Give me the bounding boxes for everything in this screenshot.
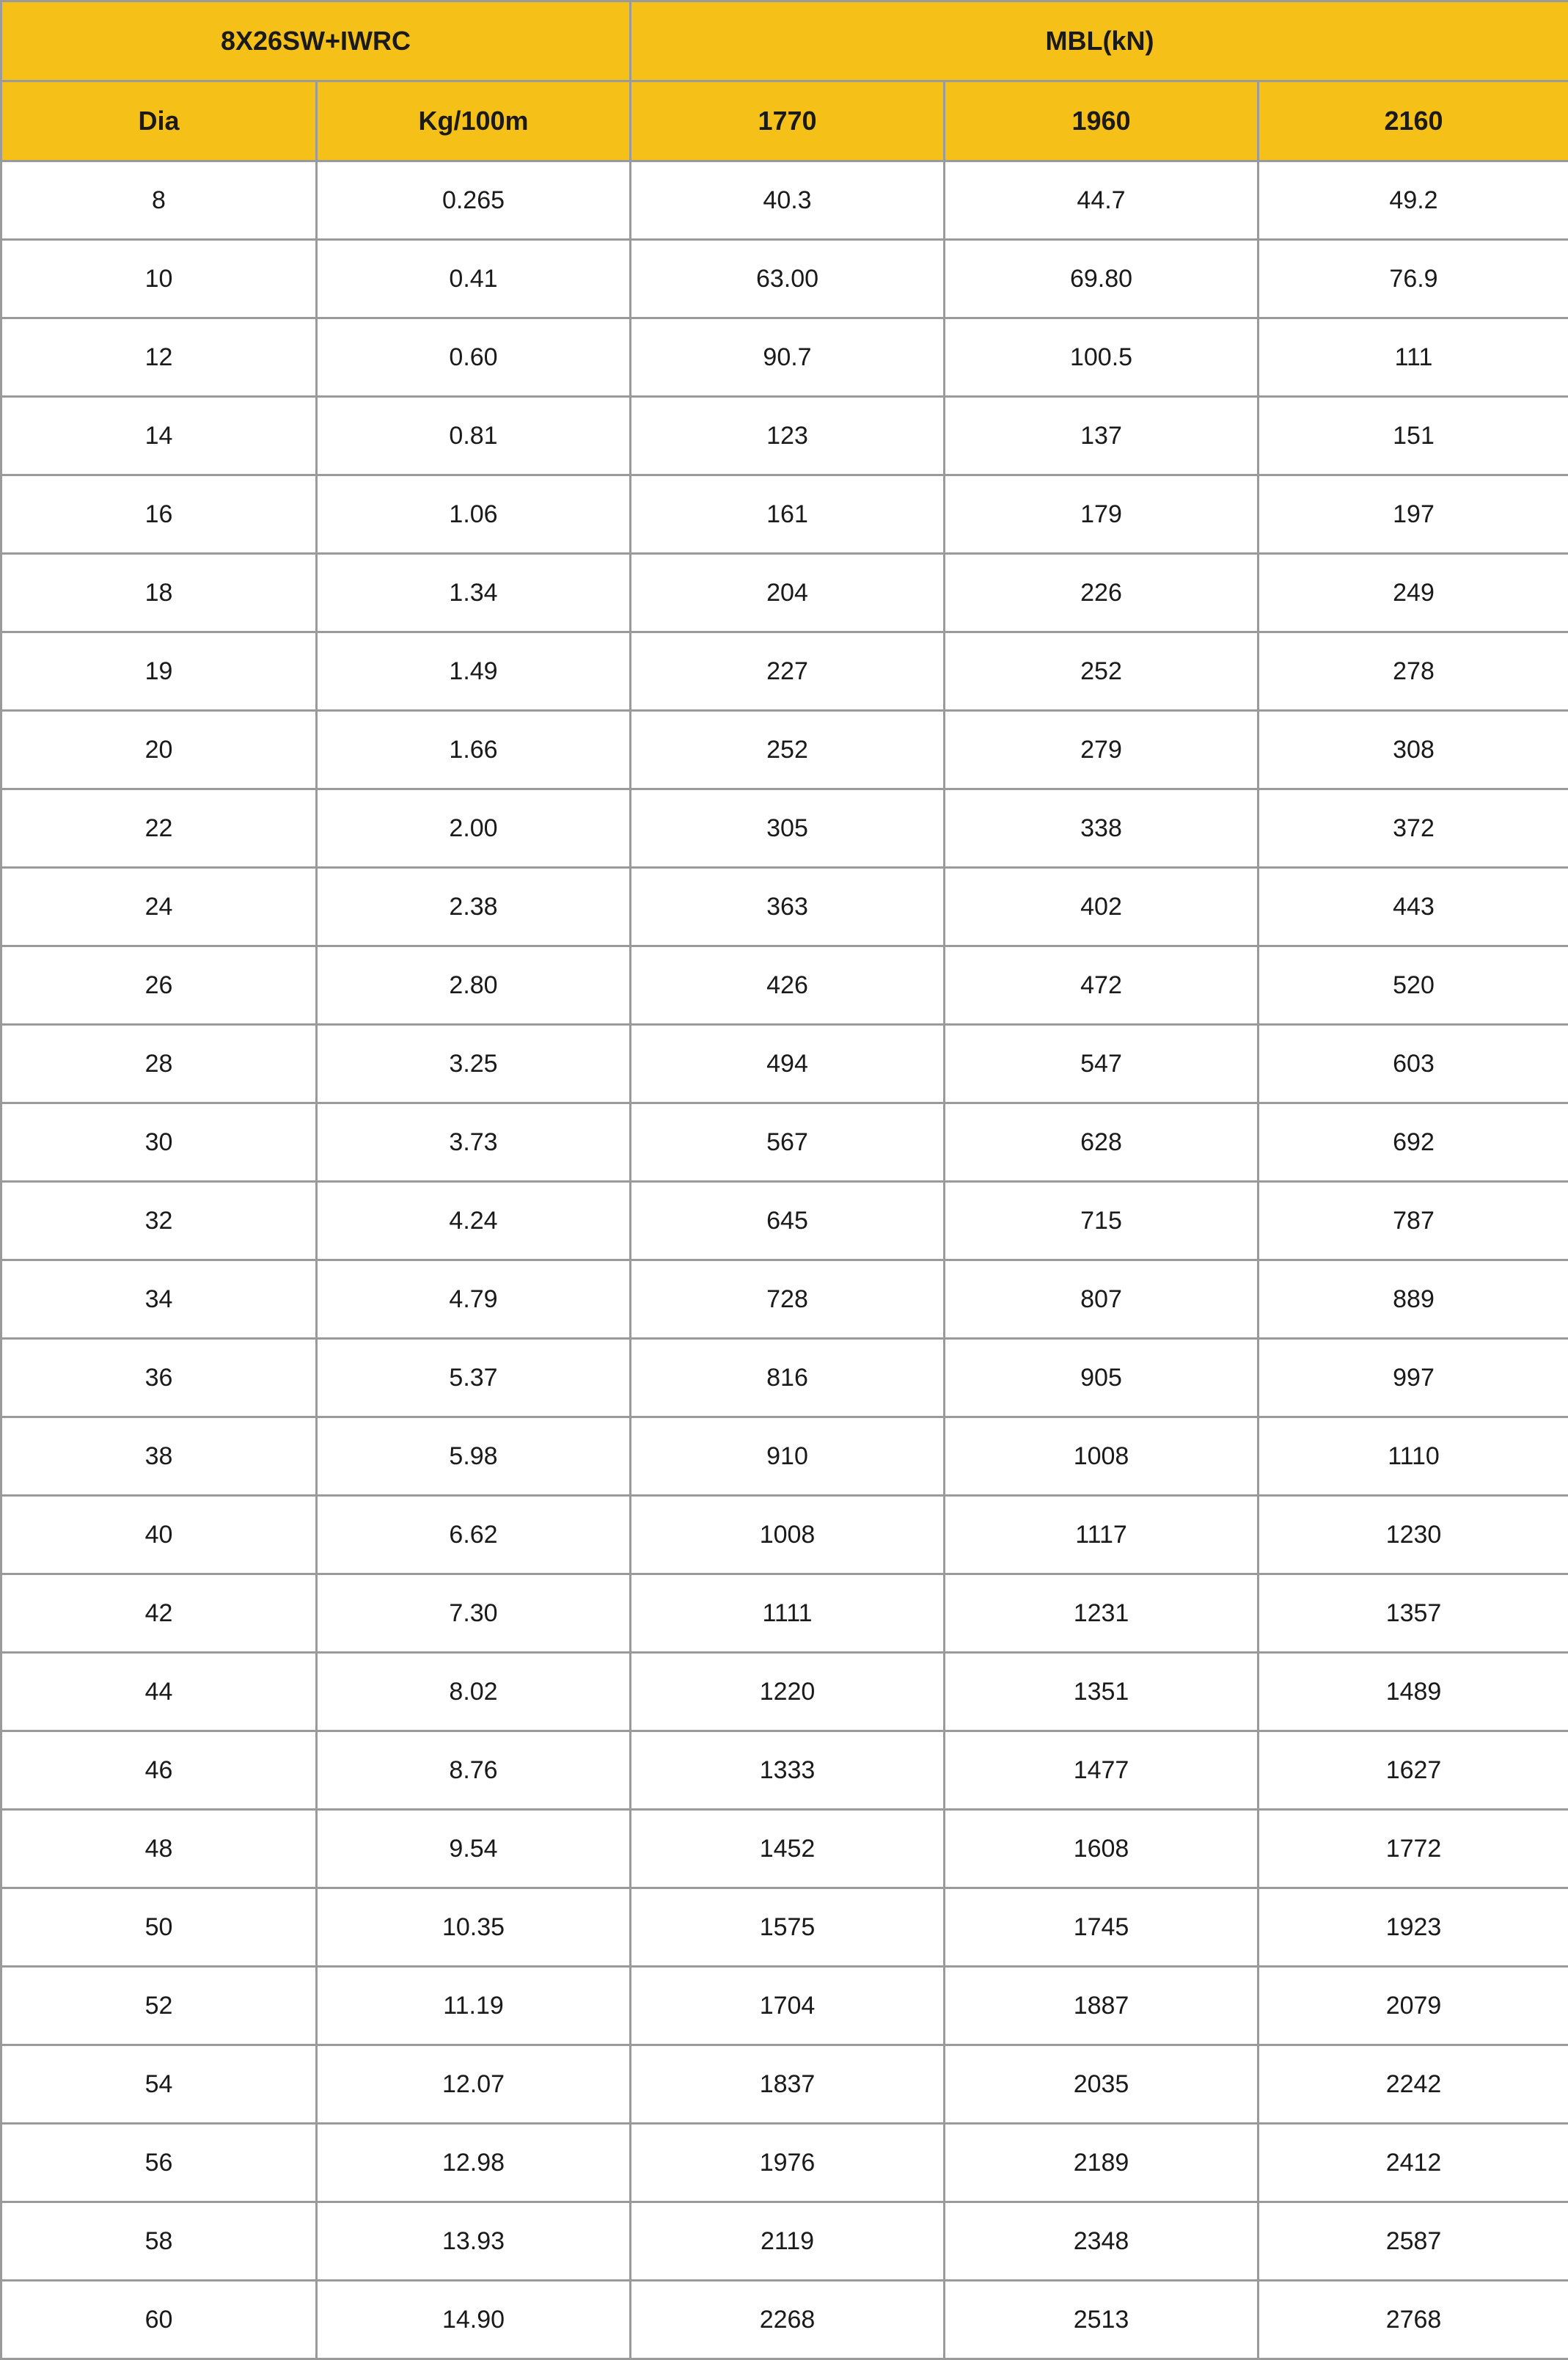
table-row: [1, 632, 1568, 711]
table-cell: 905: [945, 1339, 1259, 1417]
table-row: [1, 1260, 1568, 1339]
table-row: [1, 240, 1568, 318]
table-cell: 910: [631, 1417, 945, 1496]
table-cell: 1008: [631, 1496, 945, 1574]
table-row: [1, 2281, 1568, 2359]
table-cell: 1110: [1259, 1417, 1568, 1496]
table-cell: 69.80: [945, 240, 1259, 318]
table-row: [1, 1967, 1568, 2045]
table-cell: 10: [1, 240, 317, 318]
table-row: [1, 1025, 1568, 1103]
table-cell: 8: [1, 161, 317, 240]
table-cell: 2768: [1259, 2281, 1568, 2359]
table-cell: 48: [1, 1810, 317, 1888]
table-cell: 42: [1, 1574, 317, 1653]
table-cell: 2348: [945, 2202, 1259, 2281]
table-cell: 90.7: [631, 318, 945, 397]
table-cell: 179: [945, 475, 1259, 554]
column-header-grade-2160: 2160: [1259, 81, 1568, 161]
table-cell: 2035: [945, 2045, 1259, 2124]
table-cell: 46: [1, 1731, 317, 1810]
table-cell: 252: [945, 632, 1259, 711]
table-cell: 137: [945, 397, 1259, 475]
table-cell: 279: [945, 711, 1259, 789]
table-cell: 787: [1259, 1182, 1568, 1260]
table-cell: 16: [1, 475, 317, 554]
table-cell: 1111: [631, 1574, 945, 1653]
table-cell: 305: [631, 789, 945, 868]
table-cell: 111: [1259, 318, 1568, 397]
table-cell: 22: [1, 789, 317, 868]
table-row: [1, 868, 1568, 946]
table-cell: 603: [1259, 1025, 1568, 1103]
table-cell: 26: [1, 946, 317, 1025]
table-row: [1, 161, 1568, 240]
table-cell: 52: [1, 1967, 317, 2045]
table-cell: 49.2: [1259, 161, 1568, 240]
table-cell: 28: [1, 1025, 317, 1103]
table-cell: 0.60: [317, 318, 631, 397]
table-cell: 56: [1, 2124, 317, 2202]
table-row: [1, 1417, 1568, 1496]
table-cell: 226: [945, 554, 1259, 632]
table-column-header-row: [1, 81, 1568, 161]
table-cell: 1887: [945, 1967, 1259, 2045]
table-cell: 60: [1, 2281, 317, 2359]
table-body: [1, 161, 1568, 2359]
table-cell: 8.76: [317, 1731, 631, 1810]
table-row: [1, 475, 1568, 554]
table-cell: 1976: [631, 2124, 945, 2202]
table-cell: 24: [1, 868, 317, 946]
table-cell: 1.49: [317, 632, 631, 711]
table-cell: 628: [945, 1103, 1259, 1182]
table-cell: 2079: [1259, 1967, 1568, 2045]
table-cell: 54: [1, 2045, 317, 2124]
table-cell: 2.38: [317, 868, 631, 946]
table-cell: 9.54: [317, 1810, 631, 1888]
table-cell: 278: [1259, 632, 1568, 711]
table-cell: 1351: [945, 1653, 1259, 1731]
column-header-weight: Kg/100m: [317, 81, 631, 161]
table-cell: 0.81: [317, 397, 631, 475]
column-header-grade-1770: 1770: [631, 81, 945, 161]
table-cell: 1357: [1259, 1574, 1568, 1653]
table-cell: 2587: [1259, 2202, 1568, 2281]
table-cell: 1704: [631, 1967, 945, 2045]
table-cell: 19: [1, 632, 317, 711]
table-cell: 363: [631, 868, 945, 946]
table-cell: 12.07: [317, 2045, 631, 2124]
table-cell: 11.19: [317, 1967, 631, 2045]
table-cell: 1231: [945, 1574, 1259, 1653]
table-cell: 567: [631, 1103, 945, 1182]
table-cell: 0.41: [317, 240, 631, 318]
column-header-dia: Dia: [1, 81, 317, 161]
table-row: [1, 2045, 1568, 2124]
table-cell: 34: [1, 1260, 317, 1339]
table-row: [1, 1103, 1568, 1182]
table-cell: 2242: [1259, 2045, 1568, 2124]
table-cell: 1117: [945, 1496, 1259, 1574]
table-cell: 1477: [945, 1731, 1259, 1810]
table-cell: 1575: [631, 1888, 945, 1967]
table-cell: 4.24: [317, 1182, 631, 1260]
table-cell: 426: [631, 946, 945, 1025]
table-cell: 2.00: [317, 789, 631, 868]
table-cell: 889: [1259, 1260, 1568, 1339]
table-cell: 372: [1259, 789, 1568, 868]
table-cell: 997: [1259, 1339, 1568, 1417]
table-row: [1, 789, 1568, 868]
column-header-grade-1960: 1960: [945, 81, 1259, 161]
table-cell: 402: [945, 868, 1259, 946]
table-cell: 520: [1259, 946, 1568, 1025]
table-cell: 100.5: [945, 318, 1259, 397]
table-cell: 308: [1259, 711, 1568, 789]
table-cell: 1230: [1259, 1496, 1568, 1574]
table-cell: 76.9: [1259, 240, 1568, 318]
table-cell: 1.34: [317, 554, 631, 632]
mbl-group-title: MBL(kN): [631, 1, 1568, 81]
table-cell: 715: [945, 1182, 1259, 1260]
table-cell: 443: [1259, 868, 1568, 946]
table-cell: 472: [945, 946, 1259, 1025]
table-cell: 8.02: [317, 1653, 631, 1731]
table-cell: 18: [1, 554, 317, 632]
table-cell: 6.62: [317, 1496, 631, 1574]
table-cell: 10.35: [317, 1888, 631, 1967]
table-cell: 1333: [631, 1731, 945, 1810]
table-cell: 1608: [945, 1810, 1259, 1888]
table-cell: 1008: [945, 1417, 1259, 1496]
table-cell: 3.25: [317, 1025, 631, 1103]
table-cell: 249: [1259, 554, 1568, 632]
table-cell: 2119: [631, 2202, 945, 2281]
table-cell: 12.98: [317, 2124, 631, 2202]
table-cell: 44.7: [945, 161, 1259, 240]
table-row: [1, 1653, 1568, 1731]
table-cell: 32: [1, 1182, 317, 1260]
table-row: [1, 1182, 1568, 1260]
table-header: [1, 1, 1568, 161]
table-cell: 13.93: [317, 2202, 631, 2281]
table-cell: 1489: [1259, 1653, 1568, 1731]
table-cell: 58: [1, 2202, 317, 2281]
table-cell: 36: [1, 1339, 317, 1417]
table-row: [1, 1888, 1568, 1967]
table-row: [1, 318, 1568, 397]
table-cell: 1.06: [317, 475, 631, 554]
rope-construction-title: 8X26SW+IWRC: [1, 1, 631, 81]
table-row: [1, 2124, 1568, 2202]
table-cell: 1745: [945, 1888, 1259, 1967]
table-cell: 1837: [631, 2045, 945, 2124]
table-cell: 40.3: [631, 161, 945, 240]
table-cell: 692: [1259, 1103, 1568, 1182]
table-cell: 63.00: [631, 240, 945, 318]
table-cell: 3.73: [317, 1103, 631, 1182]
table-cell: 7.30: [317, 1574, 631, 1653]
table-cell: 1923: [1259, 1888, 1568, 1967]
table-cell: 161: [631, 475, 945, 554]
table-cell: 44: [1, 1653, 317, 1731]
table-cell: 1.66: [317, 711, 631, 789]
table-cell: 4.79: [317, 1260, 631, 1339]
table-cell: 151: [1259, 397, 1568, 475]
table-row: [1, 2202, 1568, 2281]
table-row: [1, 711, 1568, 789]
table-cell: 1452: [631, 1810, 945, 1888]
table-cell: 2513: [945, 2281, 1259, 2359]
table-row: [1, 1731, 1568, 1810]
table-cell: 38: [1, 1417, 317, 1496]
table-cell: 547: [945, 1025, 1259, 1103]
table-cell: 5.37: [317, 1339, 631, 1417]
table-row: [1, 946, 1568, 1025]
table-cell: 12: [1, 318, 317, 397]
table-row: [1, 1339, 1568, 1417]
table-cell: 494: [631, 1025, 945, 1103]
table-cell: 123: [631, 397, 945, 475]
table-cell: 2268: [631, 2281, 945, 2359]
table-cell: 40: [1, 1496, 317, 1574]
table-cell: 1772: [1259, 1810, 1568, 1888]
table-cell: 645: [631, 1182, 945, 1260]
table-cell: 5.98: [317, 1417, 631, 1496]
table-cell: 2412: [1259, 2124, 1568, 2202]
table-cell: 2189: [945, 2124, 1259, 2202]
table-cell: 30: [1, 1103, 317, 1182]
table-cell: 1627: [1259, 1731, 1568, 1810]
table-cell: 0.265: [317, 161, 631, 240]
table-row: [1, 1810, 1568, 1888]
table-cell: 14: [1, 397, 317, 475]
table-cell: 338: [945, 789, 1259, 868]
table-cell: 50: [1, 1888, 317, 1967]
table-row: [1, 1496, 1568, 1574]
table-row: [1, 397, 1568, 475]
table-cell: 1220: [631, 1653, 945, 1731]
table-cell: 204: [631, 554, 945, 632]
table-cell: 20: [1, 711, 317, 789]
table-cell: 2.80: [317, 946, 631, 1025]
table-row: [1, 1574, 1568, 1653]
table-cell: 807: [945, 1260, 1259, 1339]
table-cell: 252: [631, 711, 945, 789]
table-cell: 14.90: [317, 2281, 631, 2359]
table-title-row: [1, 1, 1568, 81]
table-cell: 728: [631, 1260, 945, 1339]
table-cell: 197: [1259, 475, 1568, 554]
table-cell: 227: [631, 632, 945, 711]
table-cell: 816: [631, 1339, 945, 1417]
table-row: [1, 554, 1568, 632]
